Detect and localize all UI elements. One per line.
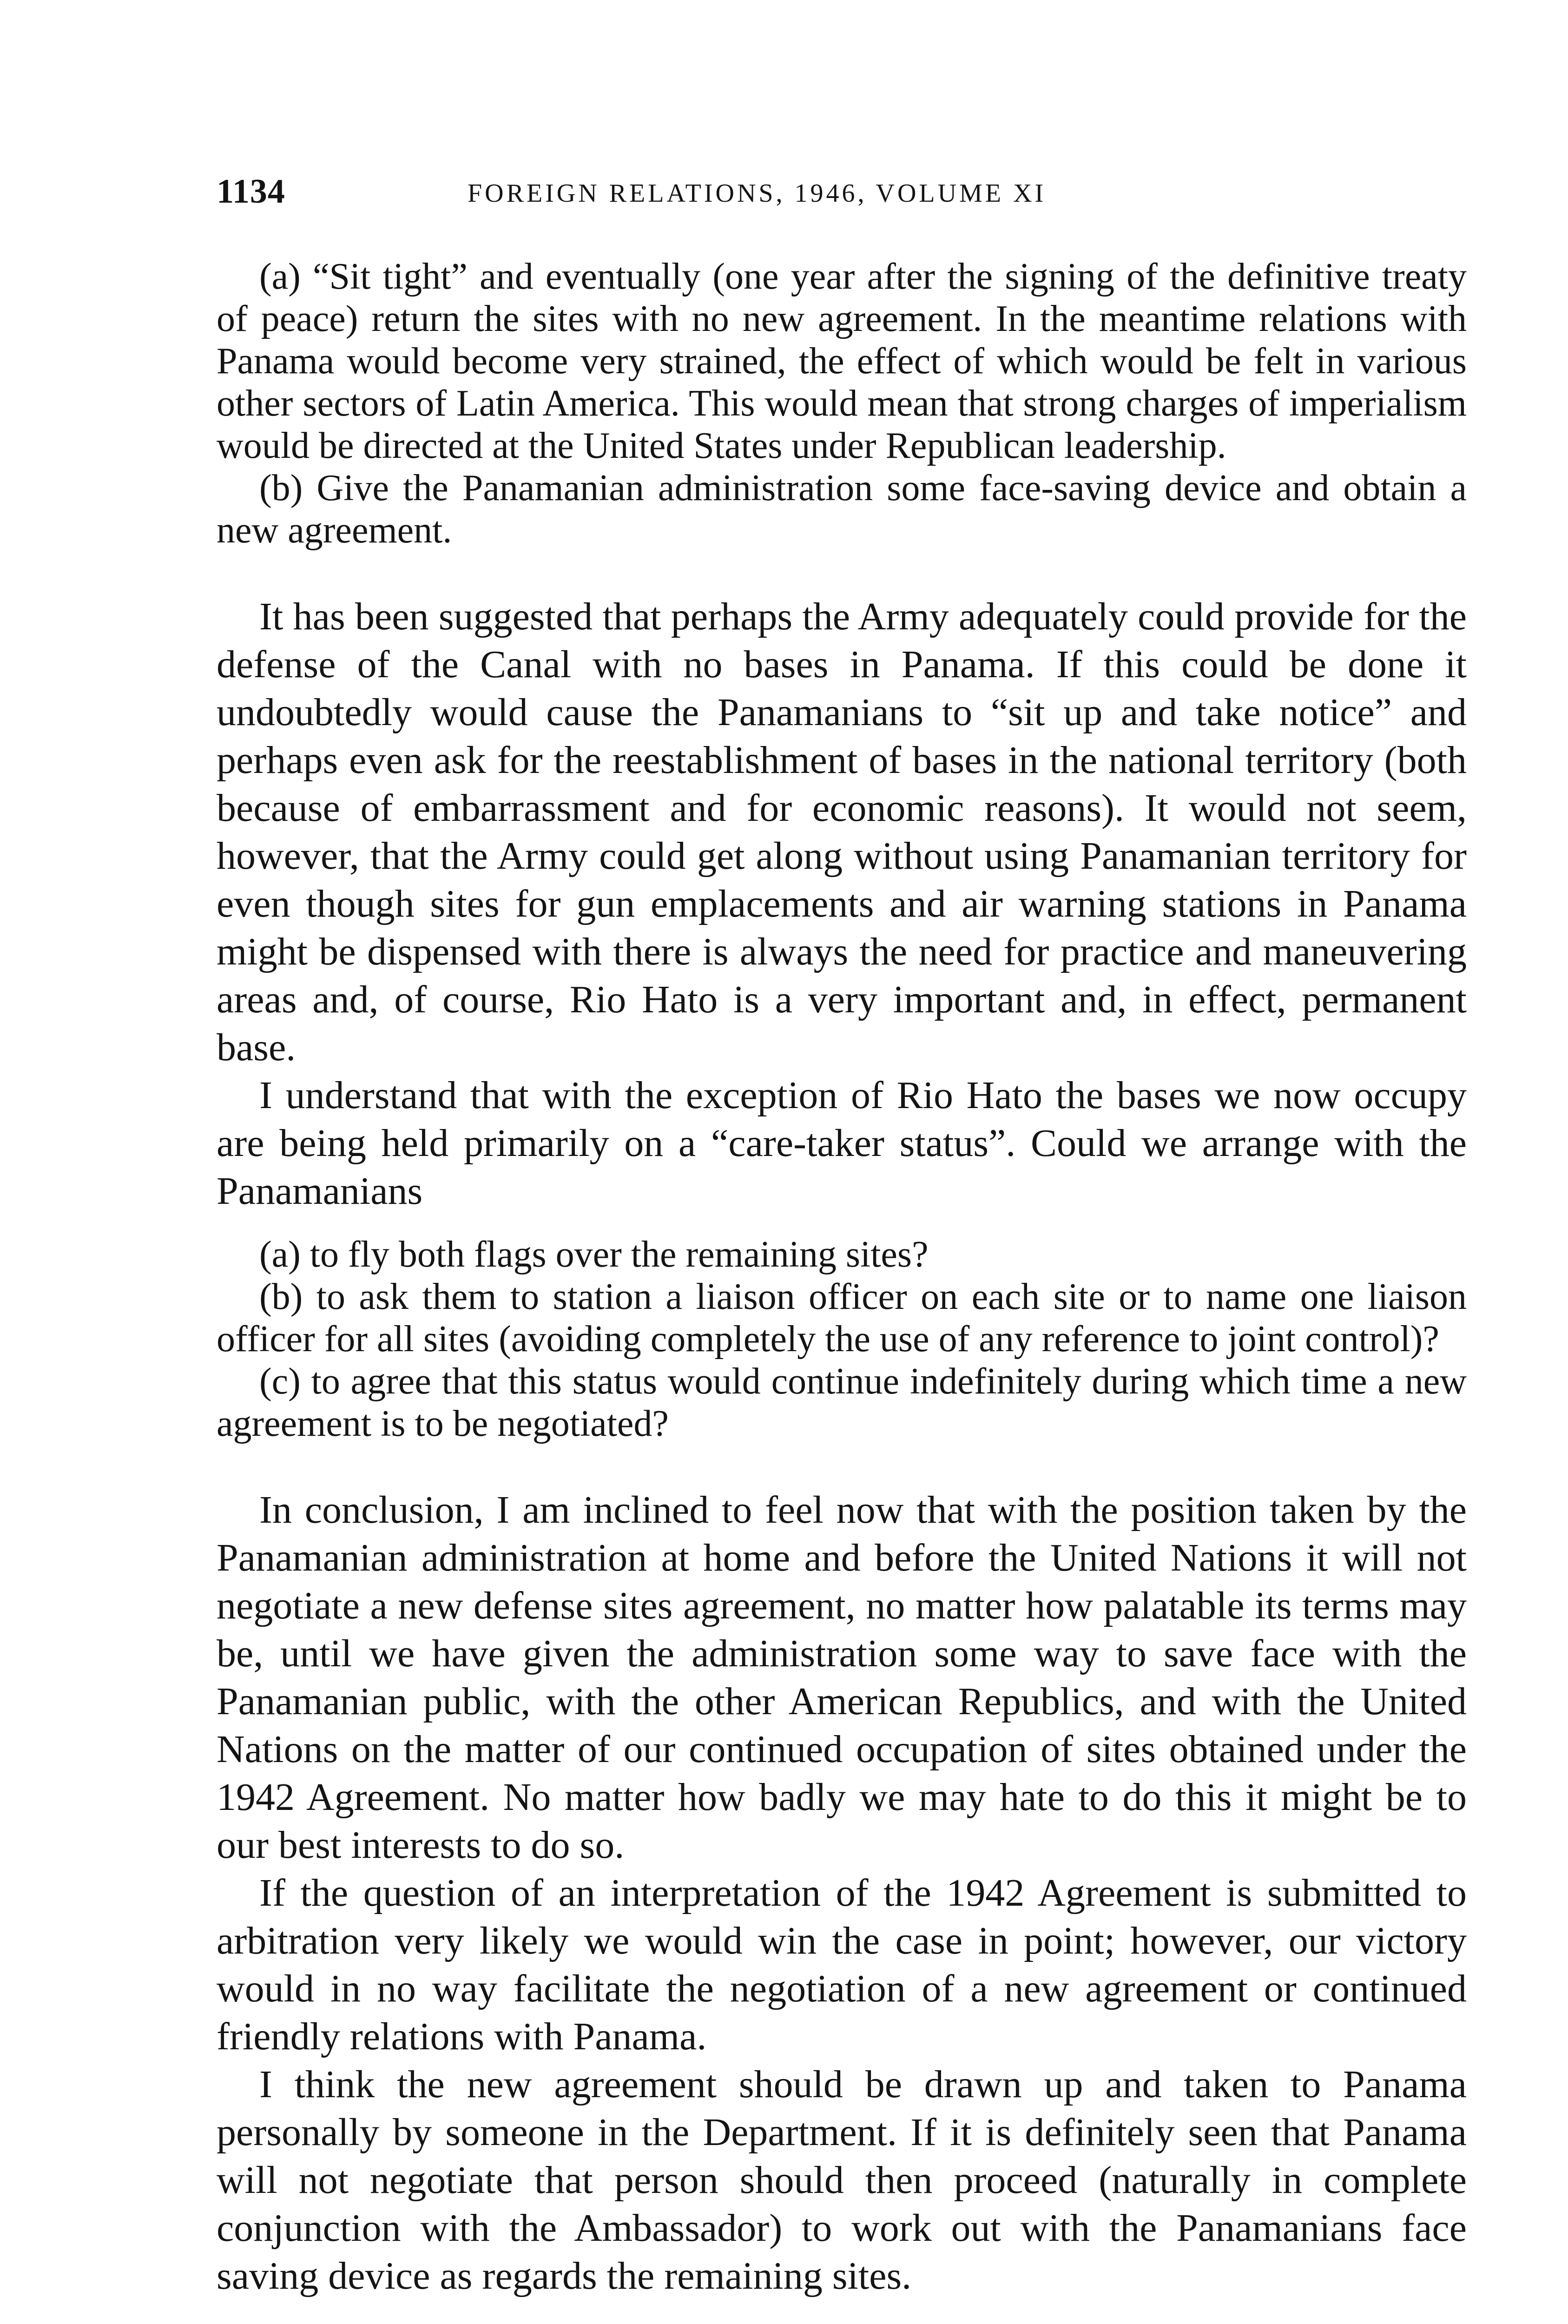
- spacer: [217, 1445, 1467, 1486]
- options-block: [217, 256, 1467, 552]
- page-number: 1134: [217, 172, 285, 211]
- question-a: (a) to fly both flags over the remaining sites?: [259, 1234, 929, 1275]
- paragraph-army-defense: It has been suggested that perhaps the Army adequately could provide for the defense of the Canal with no bases in Panama. If this could be done it undoubtedly would cause the Panamanians to “sit up and take notice” and perhaps even ask for the reestablishment of bases in the national territory (both because of embarrassment and for economic reasons). It would not seem, however, that the Army could get along without using Panamanian territory for even though sites for gun emplacements and air warning stations in Panama might be dispensed with there is always the need for practice and maneuvering areas and, of course, Rio Hato is a very important and, in effect, permanent base.: [217, 595, 1467, 1069]
- paragraph-new-agreement: I think the new agreement should be drawn up and taken to Panama personally by someone in the Department. If it is definitely seen that Panama will not negotiate that person should then proceed (naturally in complete conjunction with the Ambassador) to work out with the Panamanians face saving device as regards the remaining sites.: [217, 2063, 1467, 2298]
- paragraph-care-taker: I understand that with the exception of Rio Hato the bases we now occupy are being held primarily on a “care-taker status”. Could we arrange with the Panamanians: [217, 1074, 1467, 1213]
- option-b: (b) Give the Panamanian administration some face-saving device and obtain a new agreement.: [217, 468, 1467, 551]
- option-a: (a) “Sit tight” and eventually (one year after the signing of the definitive treaty of peace) return the sites with no new agreement. In the meantime relations with Panama would become very strained, the effect of which would be felt in various other sectors of Latin America. This would mean that strong charges of imperialism would be directed at the United States under Republican leadership.: [217, 256, 1467, 466]
- document-page: [217, 172, 1467, 2324]
- question-b: (b) to ask them to station a liaison officer on each site or to name one liaison officer for all sites (avoiding completely the use of any reference to joint control)?: [217, 1276, 1467, 1360]
- running-head: [217, 172, 1467, 223]
- volume-title: FOREIGN RELATIONS, 1946, VOLUME XI: [468, 179, 1047, 208]
- body-section-1: [217, 593, 1467, 1215]
- body-section-2: [217, 1486, 1467, 2300]
- paragraph-conclusion: In conclusion, I am inclined to feel now that with the position taken by the Panamanian administration at home and before the United Nations it will not negotiate a new defense sites agreement, no matter how palatable its terms may be, until we have given the administration some way to save face with the Panamanian public, with the other American Republics, and with the United Nations on the matter of our continued occupation of sites obtained under the 1942 Agreement. No matter how badly we may hate to do this it might be to our best interests to do so.: [217, 1488, 1467, 1867]
- question-c: (c) to agree that this status would continue indefinitely during which time a new agreement is to be negotiated?: [217, 1361, 1467, 1444]
- spacer: [217, 552, 1467, 593]
- questions-block: [217, 1234, 1467, 1445]
- spacer: [217, 1215, 1467, 1234]
- paragraph-arbitration: If the question of an interpretation of the 1942 Agreement is submitted to arbitration very likely we would win the case in point; however, our victory would in no way facilitate the negotiation of a new agreement or continued friendly relations with Panama.: [217, 1871, 1467, 2058]
